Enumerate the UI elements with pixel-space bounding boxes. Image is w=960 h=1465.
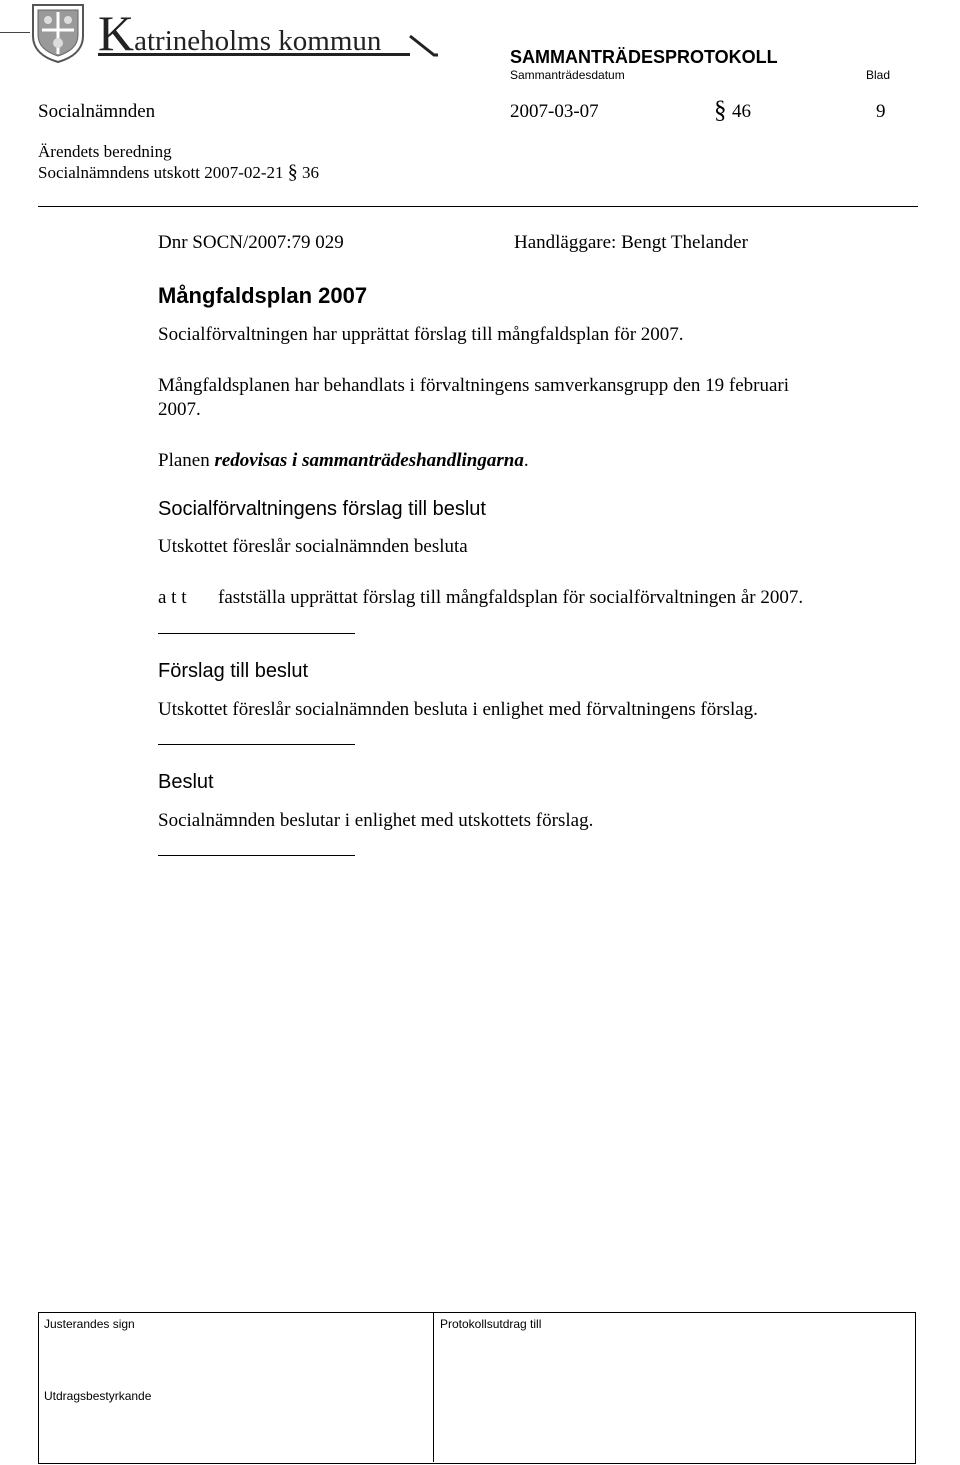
page-number: 9 xyxy=(876,101,886,122)
extract-recipients-label: Protokollsutdrag till xyxy=(440,1317,542,1331)
paragraph-3-emphasis: redovisas i sammanträdeshandlingarna xyxy=(214,450,524,471)
paragraph-3-start: Planen xyxy=(158,450,215,471)
adjuster-sign-label: Justerandes sign xyxy=(44,1317,135,1331)
case-number: Dnr SOCN/2007:79 029 xyxy=(158,232,344,253)
proposal-divider xyxy=(158,633,355,634)
proposal-heading: Socialförvaltningens förslag till beslut xyxy=(158,498,486,520)
committee-name: Socialnämnden xyxy=(38,101,156,122)
decision-proposal-heading: Förslag till beslut xyxy=(158,660,309,682)
decision-heading: Beslut xyxy=(158,771,214,793)
meeting-date-label: Sammanträdesdatum xyxy=(510,68,625,82)
preparation-detail xyxy=(38,162,319,183)
preparation-section-number: 36 xyxy=(302,163,320,182)
proposal-intro: Utskottet föreslår socialnämnden besluta xyxy=(158,536,468,557)
organization-name xyxy=(98,5,382,71)
organization-initial: K xyxy=(98,5,135,61)
logo-rule-left xyxy=(0,32,30,33)
decision-text: Socialnämnden beslutar i enlighet med utskottets förslag. xyxy=(158,810,594,831)
organization-name-rest: atrineholms kommun xyxy=(134,25,382,57)
extract-certification-label: Utdragsbestyrkande xyxy=(44,1389,152,1403)
header-divider xyxy=(38,206,918,207)
proposal-att-label: a t t xyxy=(158,587,187,608)
section-sign-icon: § xyxy=(714,97,727,124)
coat-of-arms-icon xyxy=(30,2,86,64)
logo-underline xyxy=(98,53,410,56)
preparation-text: Socialnämndens utskott 2007-02-21 xyxy=(38,163,284,182)
section-number: 46 xyxy=(732,101,751,122)
signature-box xyxy=(38,1312,916,1464)
document-type: SAMMANTRÄDESPROTOKOLL xyxy=(510,47,778,67)
proposal-text: fastställa upprättat förslag till mångfaldsplan för socialförvaltningen år 2007. xyxy=(218,587,804,608)
decision-proposal-text: Utskottet föreslår socialnämnden besluta i enlighet med förvaltningens förslag. xyxy=(158,699,758,720)
paragraph-3-end: . xyxy=(523,450,529,471)
paragraph-3 xyxy=(158,449,529,473)
case-title: Mångfaldsplan 2007 xyxy=(158,283,368,308)
page-label: Blad xyxy=(866,68,891,82)
paragraph-2-line-1: Mångfaldsplanen har behandlats i förvaltningens samverkansgrupp den 19 februari xyxy=(158,375,790,396)
decision-proposal-divider xyxy=(158,744,355,745)
meeting-date: 2007-03-07 xyxy=(510,101,599,122)
decision-divider xyxy=(158,855,355,856)
preparation-label: Ärendets beredning xyxy=(38,142,172,161)
case-handler: Handläggare: Bengt Thelander xyxy=(514,232,748,253)
paragraph-2-line-2: 2007. xyxy=(158,399,201,420)
paragraph-1: Socialförvaltningen har upprättat förslag till mångfaldsplan för 2007. xyxy=(158,324,684,345)
logo-swoosh-icon xyxy=(408,34,440,60)
signature-box-divider xyxy=(433,1312,434,1462)
preparation-section-sign-icon: § xyxy=(287,161,298,183)
